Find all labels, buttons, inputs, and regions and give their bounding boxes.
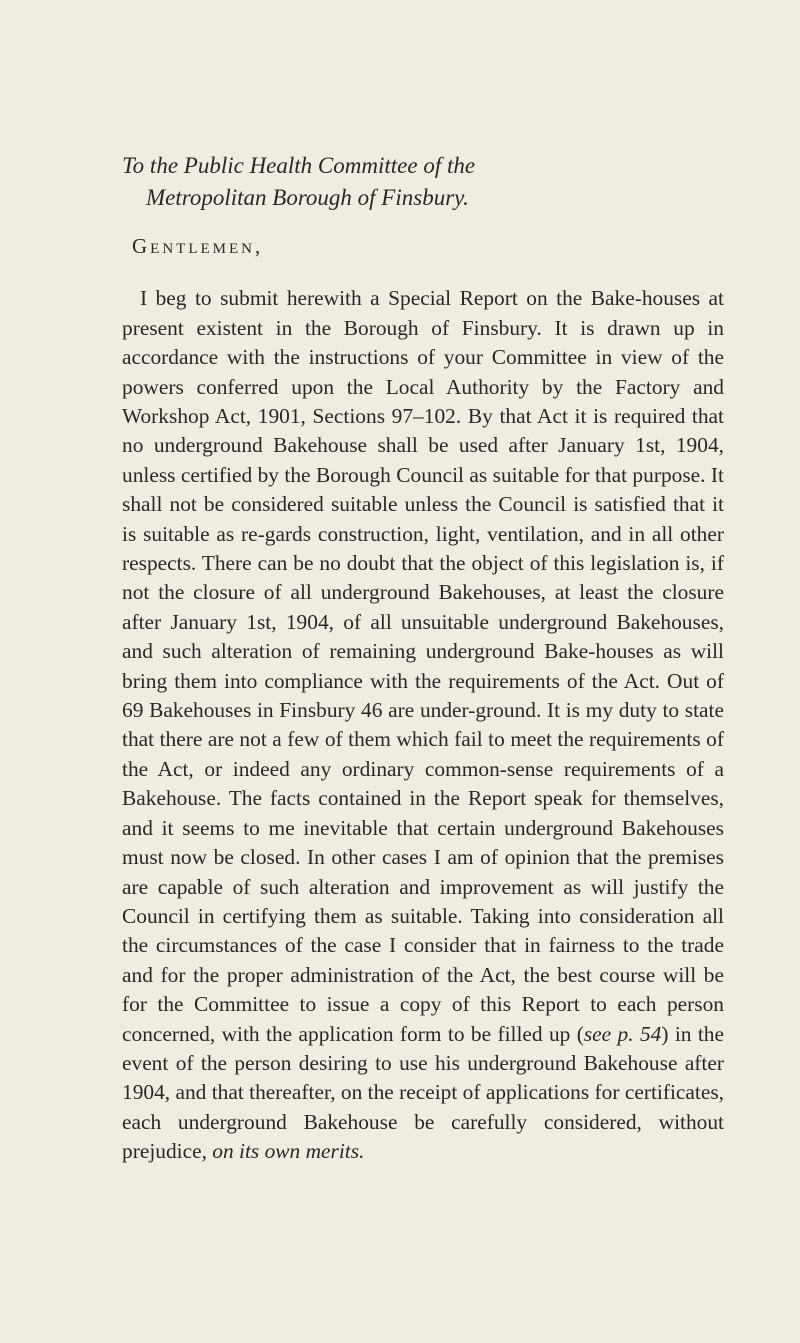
address-line-2: Metropolitan Borough of Finsbury. — [146, 185, 469, 210]
salutation-block — [122, 150, 742, 259]
body-text-part-2: ) in the event of the person desiring to use his underground Bakehouse after 1904, and that thereafter, on the receipt of applications for certificates, each underground Bakehouse be carefully considered, without prejudice, — [122, 1021, 724, 1164]
address-line-1: To the Public Health Committee of the — [122, 153, 476, 178]
closing-phrase: on its own merits. — [212, 1139, 365, 1164]
body-text-part-1: I beg to submit herewith a Special Report on the Bake-houses at present existent in the Borough of Finsbury. It is drawn up in accordance with the instructions of your Committee in view of the powers conferred upon the Local Authority by the Factory and Workshop Act, 1901, Sections 97–102. By that Act it is required that no underground Bakehouse shall be used after January 1st, 1904, unless certified by the Borough Council as suitable for that purpose. It shall not be considered suitable unless the Council is satisfied that it is suitable as re-gards construction, light, ventilation, and in all other respects. There can be no doubt that the object of this legislation is, if not the closure of all underground Bakehouses, at least the closure after January 1st, 1904, of all unsuitable underground Bakehouses, and such alteration of remaining underground Bake-houses as will bring them into compliance with the requirements of the Act. Out of 69 Bakehouses in Finsbury 46 are under-ground. It is my duty to state that there are not a few of them which fail to meet the requirements of the Act, or indeed any ordinary common-sense requirements of a Bakehouse. The facts contained in the Report speak for themselves, and it seems to me inevitable that certain underground Bakehouses must now be closed. In other cases I am of opinion that the premises are capable of such alteration and improvement as will justify the Council in certifying them as suitable. Taking into consideration all the circumstances of the case I consider that in fairness to the trade and for the proper administration of the Act, the best course will be for the Committee to issue a copy of this Report to each person concerned, with the application form to be filled up ( — [122, 286, 724, 1046]
greeting: Gentlemen, — [132, 234, 264, 258]
letter-body — [122, 284, 724, 1166]
page-reference: see p. 54 — [583, 1021, 662, 1046]
